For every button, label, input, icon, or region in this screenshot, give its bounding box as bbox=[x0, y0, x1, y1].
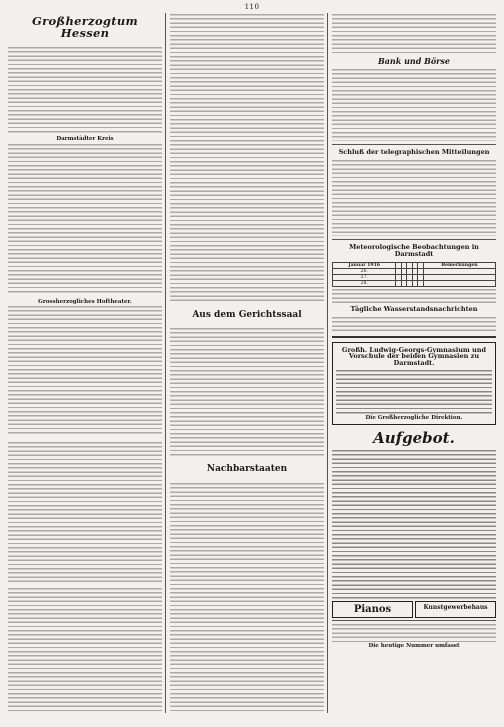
table-row bbox=[333, 280, 496, 286]
notice-text bbox=[336, 370, 492, 414]
ad-row bbox=[332, 601, 496, 618]
meteo-table bbox=[332, 262, 496, 287]
meteo-cell bbox=[423, 280, 495, 286]
court-heading: Aus dem Gerichtssaal bbox=[192, 310, 302, 320]
divider bbox=[332, 620, 496, 621]
meteo-cell: 27. bbox=[333, 274, 396, 280]
notice-text bbox=[332, 450, 496, 600]
column-1-heading: Großherzogtum Hessen bbox=[31, 14, 138, 41]
column-3 bbox=[332, 13, 496, 713]
page-count-note: Die heutige Nummer umfasst bbox=[368, 642, 460, 649]
article-text bbox=[8, 47, 162, 135]
section-heading: Grossherzogliches Hoftheater. bbox=[38, 298, 132, 305]
kunstgewerbehaus-ad[interactable] bbox=[415, 601, 496, 618]
meteo-cell: 28. bbox=[333, 280, 396, 286]
divider bbox=[332, 239, 496, 240]
column-rule bbox=[327, 13, 328, 713]
column-1 bbox=[8, 13, 162, 713]
article-text bbox=[332, 14, 496, 54]
water-heading: Tägliche Wasserstandsnachrichten bbox=[350, 304, 478, 313]
school-signoff: Die Großherzogliche Direktion. bbox=[365, 415, 463, 422]
article-text bbox=[170, 14, 324, 304]
article-text bbox=[8, 442, 162, 582]
column-2 bbox=[170, 13, 324, 713]
divider bbox=[332, 336, 496, 338]
meteo-heading: Meteorologische Beobachtungen in Darmstadt bbox=[349, 243, 479, 259]
subheading: Darmstädter Kreis bbox=[56, 136, 114, 143]
kunstgewerbehaus-ad-title: Kunstgewerbehaus bbox=[423, 603, 488, 611]
divider bbox=[332, 144, 496, 145]
bank-heading: Bank und Börse bbox=[377, 56, 450, 66]
article-text bbox=[8, 306, 162, 436]
school-notice bbox=[332, 342, 496, 425]
school-notice-title: Großh. Ludwig-Georgs-Gymnasium und Vorschule der beiden Gymnasien zu Darmstadt. bbox=[341, 345, 487, 368]
neighbors-heading: Nachbarstaaten bbox=[206, 464, 288, 475]
article-text bbox=[332, 289, 496, 303]
piano-ad[interactable] bbox=[332, 601, 413, 618]
article-text bbox=[8, 144, 162, 294]
column-rule bbox=[165, 13, 166, 713]
aufgebot-title: Aufgebot. bbox=[373, 428, 455, 447]
meteo-header-cell: Januar 1916 bbox=[333, 262, 396, 268]
meteo-cell: 26. bbox=[333, 268, 396, 274]
publisher-text bbox=[332, 624, 496, 642]
telegraph-heading: Schluß der telegraphischen Mitteilungen bbox=[338, 148, 490, 157]
article-text bbox=[332, 317, 496, 333]
article-text bbox=[170, 328, 324, 458]
page-number: 110 bbox=[244, 3, 260, 11]
meteo-header-cell: Bemerkungen bbox=[423, 262, 495, 268]
article-text bbox=[332, 160, 496, 236]
article-text bbox=[8, 588, 162, 713]
article-text bbox=[332, 69, 496, 141]
piano-ad-title: Pianos bbox=[353, 603, 392, 615]
article-text bbox=[170, 483, 324, 713]
